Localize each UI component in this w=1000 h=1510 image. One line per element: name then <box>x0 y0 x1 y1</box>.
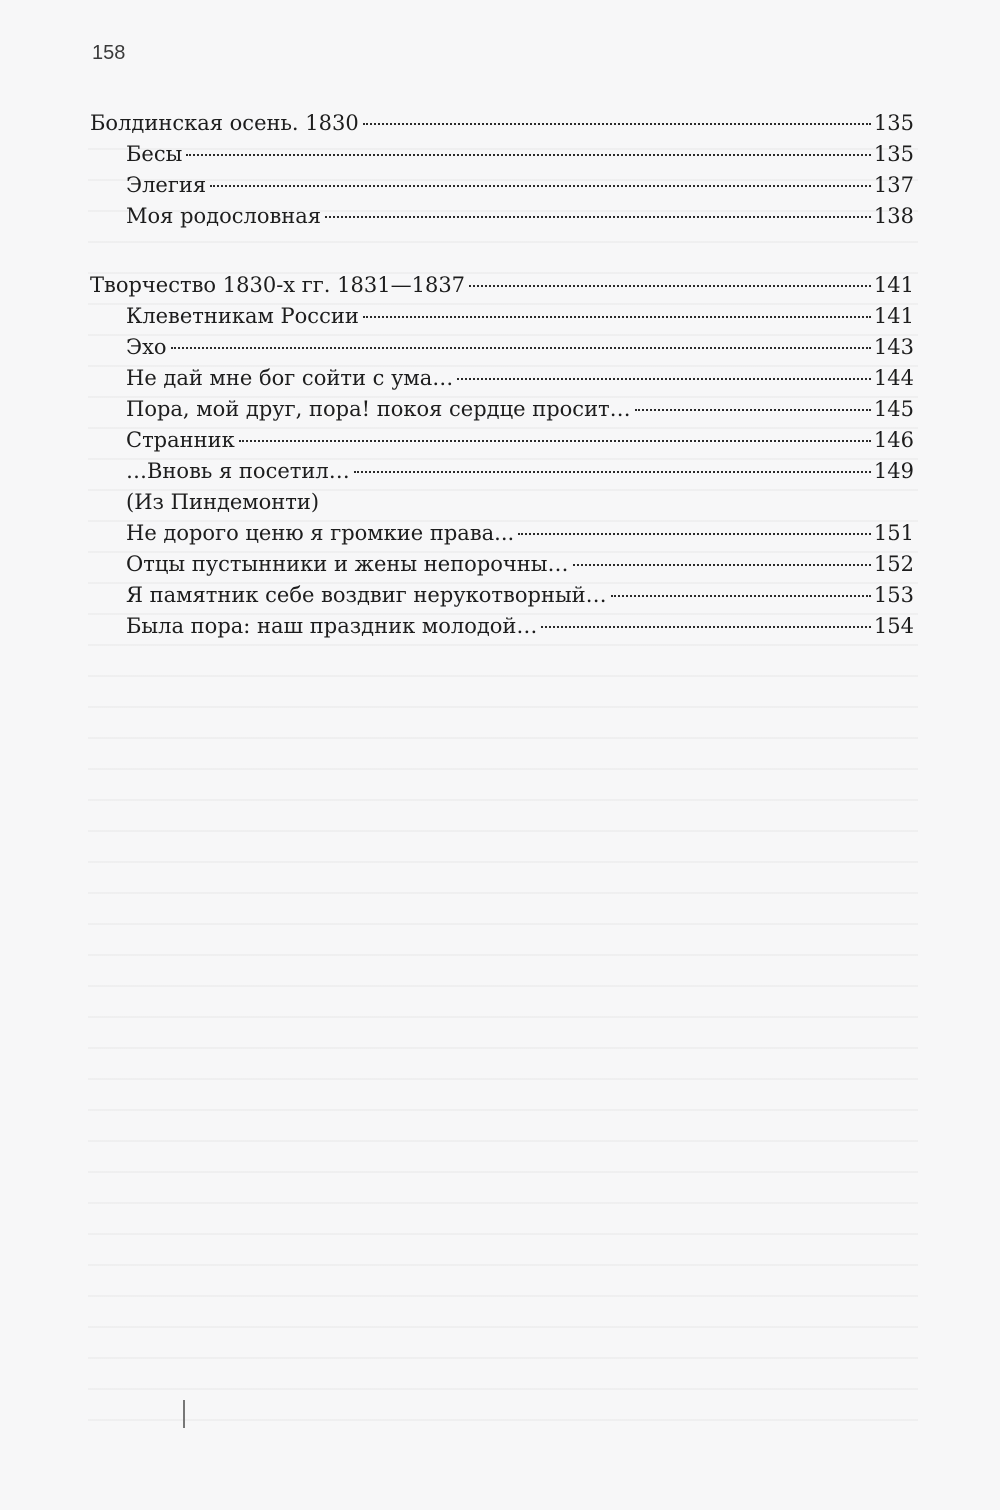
toc-entry[interactable] <box>90 301 914 332</box>
toc-entry[interactable] <box>90 170 914 201</box>
toc-entry[interactable] <box>90 518 914 549</box>
toc-section-boldino <box>90 108 914 232</box>
toc-entry[interactable] <box>90 580 914 611</box>
toc-entry-title: Была пора: наш праздник молодой… <box>126 614 538 638</box>
toc-entry-page: 152 <box>873 552 914 576</box>
toc-section-heading[interactable] <box>90 108 914 139</box>
dot-leader <box>171 347 871 349</box>
dot-leader <box>611 595 871 597</box>
dot-leader <box>518 533 871 535</box>
toc-entry[interactable] <box>90 549 914 580</box>
toc-entry-page: 144 <box>873 366 914 390</box>
toc-entry-page: 151 <box>873 521 914 545</box>
dot-leader <box>363 316 871 318</box>
dot-leader <box>239 440 871 442</box>
toc-entry-title: Пора, мой друг, пора! покоя сердце просит… <box>126 397 631 421</box>
toc-entry[interactable] <box>90 139 914 170</box>
dot-leader <box>363 123 871 125</box>
dot-leader <box>210 185 871 187</box>
dot-leader <box>573 564 871 566</box>
toc-entry[interactable] <box>90 456 914 487</box>
toc-entry[interactable] <box>90 611 914 642</box>
dot-leader <box>457 378 871 380</box>
toc-entry-title: …Вновь я посетил… <box>126 459 350 483</box>
toc-entry-page: 135 <box>873 142 914 166</box>
toc-entry[interactable] <box>90 363 914 394</box>
dot-leader <box>541 626 870 628</box>
toc-entry-page: 146 <box>873 428 914 452</box>
page-number: 158 <box>92 42 126 64</box>
toc-entry-title: Странник <box>126 428 235 452</box>
dot-leader <box>325 216 871 218</box>
toc-entry-page: 138 <box>873 204 914 228</box>
toc-entry-subtitle <box>90 487 914 518</box>
toc-entry-title: Клеветникам России <box>126 304 359 328</box>
toc-entry-page: 137 <box>873 173 914 197</box>
table-of-contents <box>90 108 914 680</box>
toc-entry-page: 141 <box>873 273 914 297</box>
dot-leader <box>354 471 871 473</box>
toc-entry-title: Не дорого ценю я громкие права... <box>126 521 515 545</box>
toc-entry[interactable] <box>90 394 914 425</box>
toc-entry-page: 135 <box>873 111 914 135</box>
toc-entry-title: Отцы пустынники и жены непорочны… <box>126 552 569 576</box>
toc-section-1830s <box>90 270 914 642</box>
toc-entry[interactable] <box>90 332 914 363</box>
toc-entry[interactable] <box>90 425 914 456</box>
toc-entry-title: Творчество 1830-х гг. 1831—1837 <box>90 273 466 297</box>
toc-entry-title: Я памятник себе воздвиг нерукотворный… <box>126 583 607 607</box>
dot-leader <box>186 154 871 156</box>
toc-entry-title: Моя родословная <box>126 204 322 228</box>
dot-leader <box>469 285 871 287</box>
dot-leader <box>635 409 871 411</box>
toc-entry-title: Бесы <box>126 142 183 166</box>
page-mark <box>183 1400 185 1428</box>
toc-entry-page: 149 <box>873 459 914 483</box>
toc-entry-title: Болдинская осень. 1830 <box>90 111 359 135</box>
toc-entry-page: 141 <box>873 304 914 328</box>
toc-entry-title: (Из Пиндемонти) <box>126 490 320 514</box>
toc-entry-title: Не дай мне бог сойти с ума… <box>126 366 454 390</box>
toc-entry-page: 145 <box>873 397 914 421</box>
toc-entry[interactable] <box>90 201 914 232</box>
toc-entry-page: 143 <box>873 335 914 359</box>
toc-entry-page: 153 <box>873 583 914 607</box>
toc-entry-title: Элегия <box>126 173 207 197</box>
toc-section-heading[interactable] <box>90 270 914 301</box>
toc-entry-page: 154 <box>873 614 914 638</box>
toc-entry-title: Эхо <box>126 335 167 359</box>
